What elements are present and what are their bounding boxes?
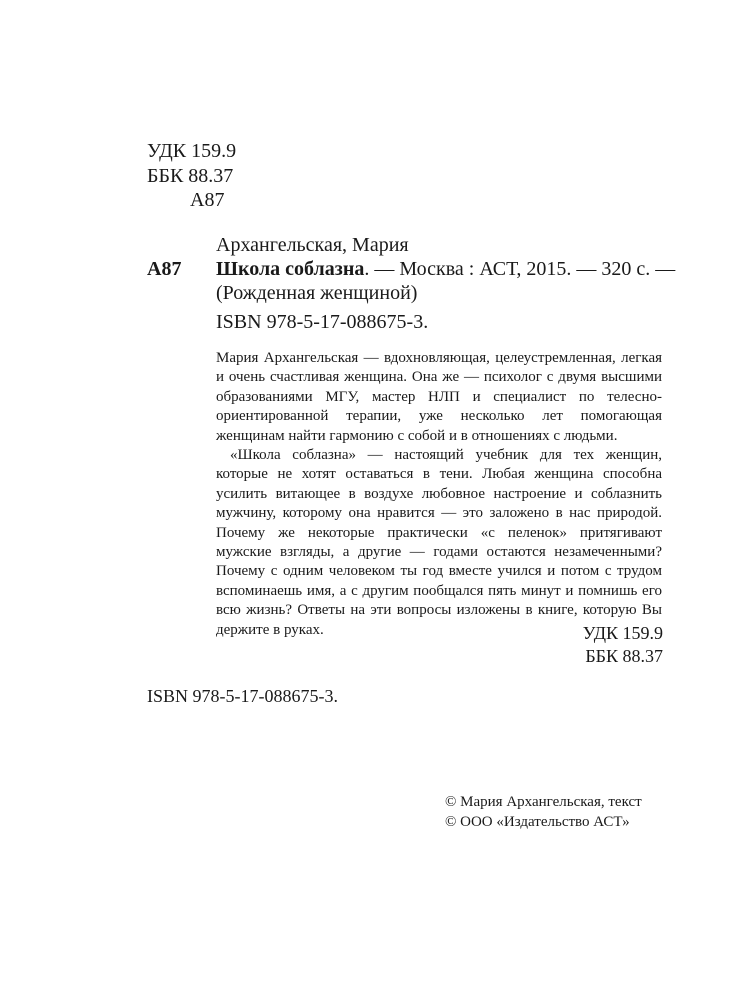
isbn-bottom: ISBN 978-5-17-088675-3. xyxy=(147,686,338,706)
bbk-code-bottom: ББК 88.37 xyxy=(585,646,663,666)
udk-code-bottom: УДК 159.9 xyxy=(582,623,663,643)
catalog-author: Архангельская, Мария xyxy=(216,234,409,256)
catalog-title-line xyxy=(216,257,675,281)
annotation-paragraph: «Школа соблазна» — настоящий учебник для тех женщин, которые не хотят оставаться в тени. Любая женщина способна усилить витающее в воздухе любовное настроение и соблазнить мужчину, которому она нравится — это заложено в нас природой. Почему же некоторые практически «с пеленок» притягивают мужские взгляды, а другие — годами остаются незамеченными? Почему с одним человеком ты год вместе учился и потом с трудом вспоминаешь имя, а с другим пообщался пять минут и помнишь его всю жизнь? Ответы на эти вопросы изложены в книге, которую Вы держите в руках. xyxy=(216,447,662,638)
catalog-imprint: . — Москва : АСТ, 2015. — 320 с. — xyxy=(364,258,676,280)
author-code-top: А87 xyxy=(190,189,225,211)
catalog-title: Школа соблазна xyxy=(216,258,365,280)
bbk-code-top: ББК 88.37 xyxy=(147,165,234,187)
catalog-author-code: А87 xyxy=(147,258,182,280)
catalog-series: (Рожденная женщиной) xyxy=(216,282,418,304)
copyright-publisher: © ООО «Издательство АСТ» xyxy=(445,814,630,830)
catalog-isbn: ISBN 978-5-17-088675-3. xyxy=(216,311,429,333)
annotation xyxy=(216,349,662,640)
copyright-author: © Мария Архангельская, текст xyxy=(445,794,642,810)
annotation-paragraph: Мария Архангельская — вдохновляющая, целеустремленная, легкая и очень счастливая женщина. Она же — психолог с двумя высшими образованиями МГУ, мастер НЛП и специалист по телесно-ориентированной терапии, уже несколько лет помогающая женщинам найти гармонию с собой и в отношениях с людьми. xyxy=(216,350,662,444)
udk-code-top: УДК 159.9 xyxy=(147,140,237,162)
